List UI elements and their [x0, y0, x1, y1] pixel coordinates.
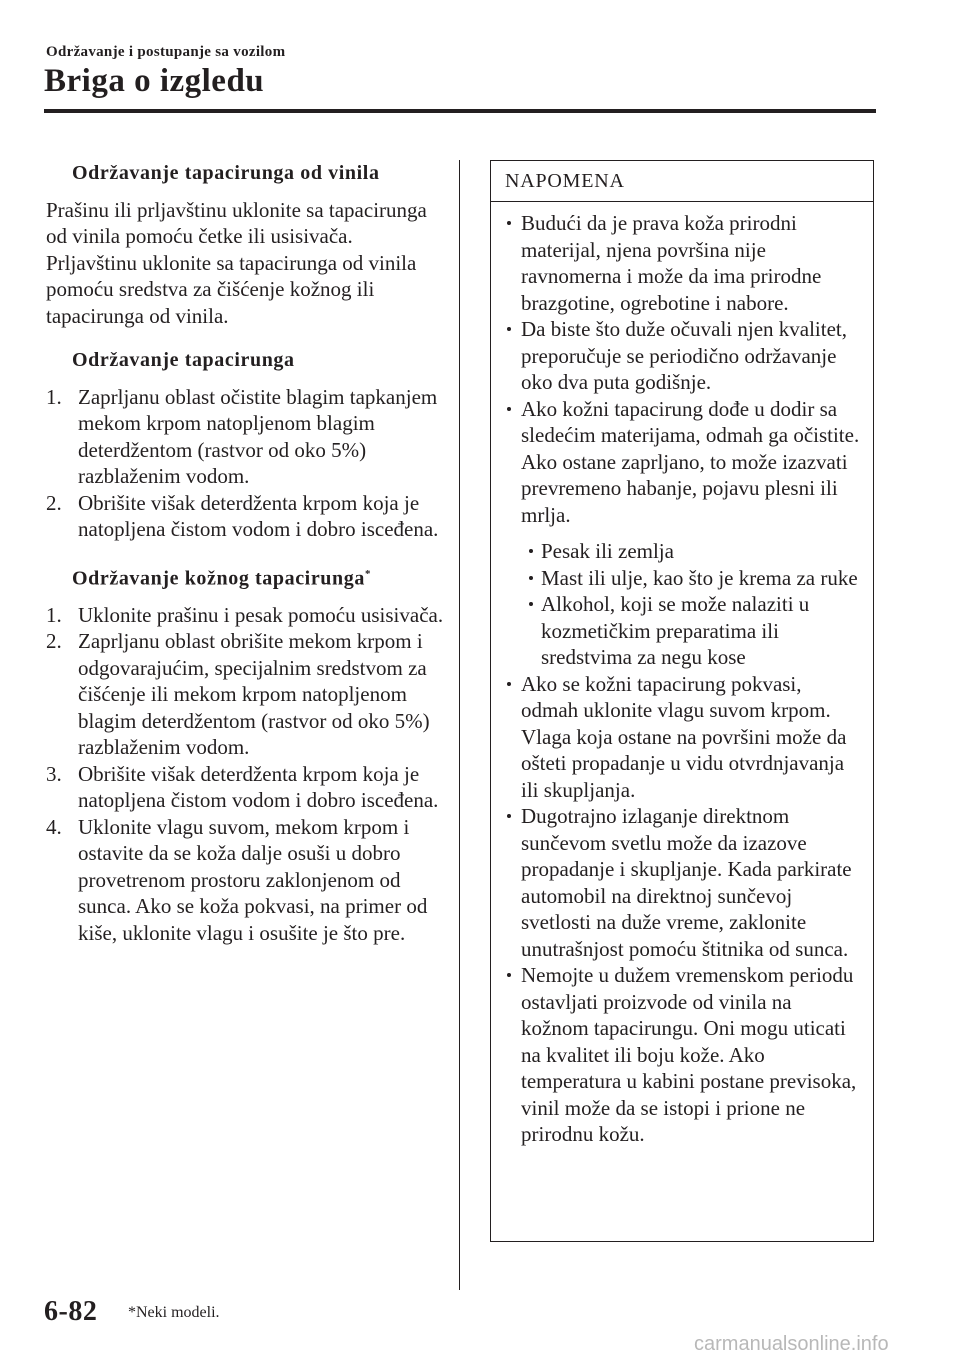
- note-bullet: [491, 671, 863, 804]
- bullet-dot-icon: [507, 973, 511, 977]
- page-number: 6-82: [44, 1296, 98, 1327]
- section-title-text: Održavanje kožnog tapacirunga: [72, 567, 365, 590]
- step-number: 2.: [46, 629, 62, 654]
- bullet-dot-icon: [507, 221, 511, 225]
- breadcrumb: Održavanje i postupanje sa vozilom: [46, 44, 286, 60]
- bullet-dot-icon: [507, 814, 511, 818]
- step-text: Obrišite višak deterdženta krpom koja je natopljena čistom vodom i dobro isceđena.: [78, 490, 439, 541]
- list-item: [46, 490, 446, 543]
- leather-steps: [46, 602, 446, 947]
- column-divider: [459, 160, 460, 1290]
- vinyl-paragraph: Prljavštinu uklonite sa tapacirunga od vinila pomoću sredstva za čišćenje kožnog ili tapacirunga od vinila.: [46, 250, 417, 328]
- vinyl-paragraph: Prašinu ili prljavštinu uklonite sa tapacirunga od vinila pomoću četke ili usisivača.: [46, 197, 427, 248]
- note-text: Nemojte u dužem vremenskom periodu ostavljati proizvode od vinila na kožnom tapacirungu. Oni mogu uticati na kvalitet ili boju kože. Ako temperatura u kabini postane previsoka, vinil može da se istopi i prione ne prirodnu kožu.: [521, 963, 857, 1146]
- step-text: Uklonite vlagu suvom, mekom krpom i ostavite da se koža dalje osuši u dobro provetrenom prostoru zaklonjenom od sunca. Ako se koža pokvasi, na primer od kiše, uklonite vlagu i osušite je što pre.: [78, 814, 428, 945]
- note-text: Ako ostane zaprljano, to može izazvati prevremeno habanje, pojavu plesni ili mrlja.: [521, 449, 848, 527]
- bullet-dot-icon: [507, 327, 511, 331]
- step-number: 1.: [46, 602, 62, 627]
- note-list: [491, 202, 873, 1148]
- list-item: [46, 761, 446, 814]
- note-text: Ako se kožni tapacirung pokvasi, odmah uklonite vlagu suvom krpom. Vlaga koja ostane na površini može da ošteti propadanje u vidu otvrdnjavanja ili skupljanja.: [521, 671, 847, 802]
- step-number: 2.: [46, 490, 62, 515]
- sub-bullet-text: Alkohol, koji se može nalaziti u kozmetičkim preparatima ili sredstvima za negu kose: [541, 592, 810, 669]
- watermark: carmanualsonline.info: [694, 1333, 889, 1355]
- note-bullet: [491, 962, 863, 1148]
- note-bullet: [491, 316, 863, 396]
- step-number: 1.: [46, 384, 62, 409]
- page-title: Briga o izgledu: [44, 63, 265, 99]
- section-title-leather: [46, 561, 446, 592]
- sub-bullet: [521, 591, 863, 671]
- sub-bullet-text: Mast ili ulje, kao što je krema za ruke: [541, 565, 858, 590]
- note-heading: NAPOMENA: [491, 161, 873, 202]
- sub-bullet: [521, 538, 863, 565]
- step-text: Obrišite višak deterdženta krpom koja je natopljena čistom vodom i dobro isceđena.: [78, 761, 439, 813]
- bullet-dot-icon: [529, 602, 533, 606]
- note-text: Da biste što duže očuvali njen kvalitet, preporučuje se periodično održavanje oko dva puta godišnje.: [521, 317, 847, 394]
- left-column: [46, 160, 446, 946]
- footnote-mark: *: [364, 567, 372, 580]
- list-item: [46, 602, 446, 629]
- section-title-vinyl: Održavanje tapacirunga od vinila: [72, 162, 380, 184]
- sub-bullet-text: Pesak ili zemlja: [541, 539, 674, 563]
- footnote: *Neki modeli.: [128, 1304, 220, 1321]
- note-text: Budući da je prava koža prirodni materijal, njena površina nije ravnomerna i može da ima prirodne brazgotine, ogrebotine i nabore.: [521, 211, 822, 315]
- note-box: [490, 160, 874, 1242]
- note-bullet: [491, 396, 863, 671]
- title-rule: [44, 109, 876, 113]
- list-item: [46, 628, 446, 761]
- contact-substances-list: [521, 538, 863, 671]
- bullet-dot-icon: [529, 576, 533, 580]
- note-bullet: [491, 803, 863, 962]
- note-text: Ako kožni tapacirung dođe u dodir sa sledećim materijama, odmah ga očistite.: [521, 396, 860, 447]
- bullet-dot-icon: [529, 549, 533, 553]
- sub-bullet: [521, 565, 863, 592]
- upholstery-steps: [46, 384, 446, 543]
- list-item: [46, 384, 446, 490]
- note-text: Dugotrajno izlaganje direktnom sunčevom svetlu može da izazove propadanje i skupljanje. Kada parkirate automobil na direktnoj sunčevoj svetlosti na duže vreme, zaklonite unutrašnjost pomoću štitnika od sunca.: [521, 804, 852, 961]
- step-number: 3.: [46, 761, 62, 786]
- bullet-dot-icon: [507, 682, 511, 686]
- note-bullet: [491, 210, 863, 316]
- step-number: 4.: [46, 814, 62, 839]
- list-item: [46, 814, 446, 947]
- step-text: Uklonite prašinu i pesak pomoću usisivača.: [78, 602, 444, 627]
- step-text: Zaprljanu oblast očistite blagim tapkanjem mekom krpom natopljenom blagim deterdžentom (rastvor od oko 5%) razblaženim vodom.: [78, 384, 438, 488]
- bullet-dot-icon: [507, 407, 511, 411]
- step-text: Zaprljanu oblast obrišite mekom krpom i odgovarajućim, specijalnim sredstvom za čišćenje ili mekom krpom natopljenom blagim deterdžentom (rastvor od oko 5%) razblaženim vodom.: [78, 629, 430, 760]
- section-title-upholstery: Održavanje tapacirunga: [72, 349, 295, 371]
